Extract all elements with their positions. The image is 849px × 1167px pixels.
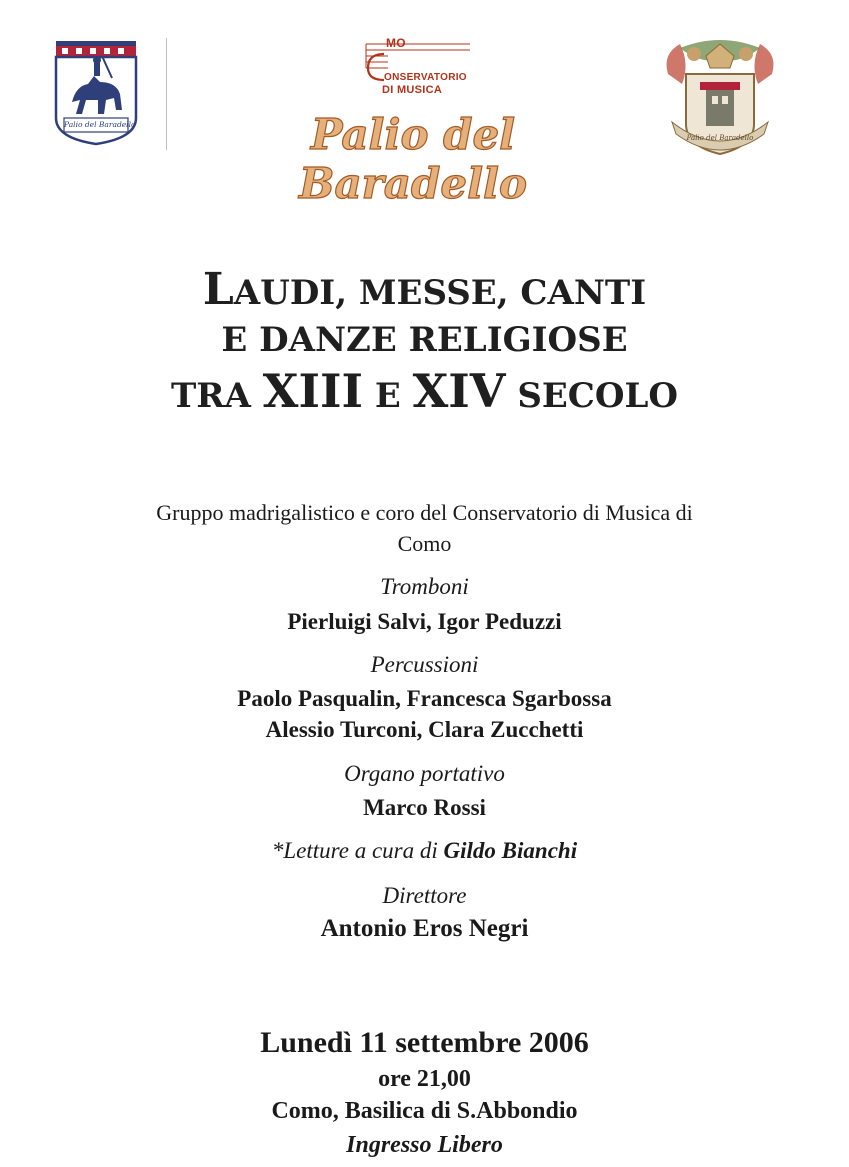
letture-prefix: *Letture a cura di	[271, 838, 444, 863]
concert-title	[0, 264, 849, 425]
title-century-xiii: XIII	[262, 364, 363, 418]
event-date: Lunedì 11 settembre 2006	[260, 1026, 589, 1059]
letture-name: Gildo Bianchi	[443, 838, 578, 863]
event-venue: Como, Basilica di S.Abbondio	[271, 1098, 578, 1124]
direttore-label: Direttore	[382, 883, 467, 908]
percussioni-label: Percussioni	[370, 652, 479, 677]
palio-shield-logo	[50, 38, 142, 148]
ensemble-line-1: Gruppo madrigalistico e coro del Conservatorio di Musica di	[156, 500, 693, 525]
palio-del-baradello-title: Palio del Baradello	[298, 110, 528, 208]
palio-crest-logo	[660, 34, 780, 164]
conservatorio-monogram: MO	[386, 36, 406, 50]
title-line-1-text: AUDI, MESSE, CANTI	[233, 273, 647, 313]
title-line-3	[0, 364, 849, 418]
tromboni-names: Pierluigi Salvi, Igor Peduzzi	[287, 609, 562, 634]
title-line-1	[0, 264, 849, 315]
percussioni-names-1: Paolo Pasqualin, Francesca Sgarbossa	[237, 686, 612, 711]
direttore-name: Antonio Eros Negri	[320, 915, 529, 942]
left-logo-caption: Palio del Baradello	[64, 120, 136, 129]
organo-label: Organo portativo	[344, 761, 505, 786]
event-time: ore 21,00	[378, 1066, 471, 1092]
title-tra: TRA	[170, 376, 263, 416]
conservatorio-line2: DI MUSICA	[382, 84, 443, 96]
crest-caption: Palio del Baradello	[686, 134, 754, 142]
letture-line	[0, 838, 849, 864]
event-entry: Ingresso Libero	[346, 1132, 503, 1158]
title-initial: L	[202, 264, 234, 315]
percussioni-names-2: Alessio Turconi, Clara Zucchetti	[265, 717, 584, 742]
conservatorio-line1: ONSERVATORIO	[384, 72, 467, 83]
title-e: E	[363, 376, 413, 416]
tromboni-label: Tromboni	[380, 574, 469, 599]
title-secolo: SECOLO	[505, 376, 679, 416]
title-century-xiv: XIV	[412, 364, 506, 418]
ensemble-line-2: Como	[397, 531, 452, 556]
organo-name: Marco Rossi	[363, 795, 486, 820]
title-line-2: E DANZE RELIGIOSE	[221, 320, 628, 360]
conservatorio-logo	[358, 36, 483, 98]
header-divider	[166, 38, 167, 150]
